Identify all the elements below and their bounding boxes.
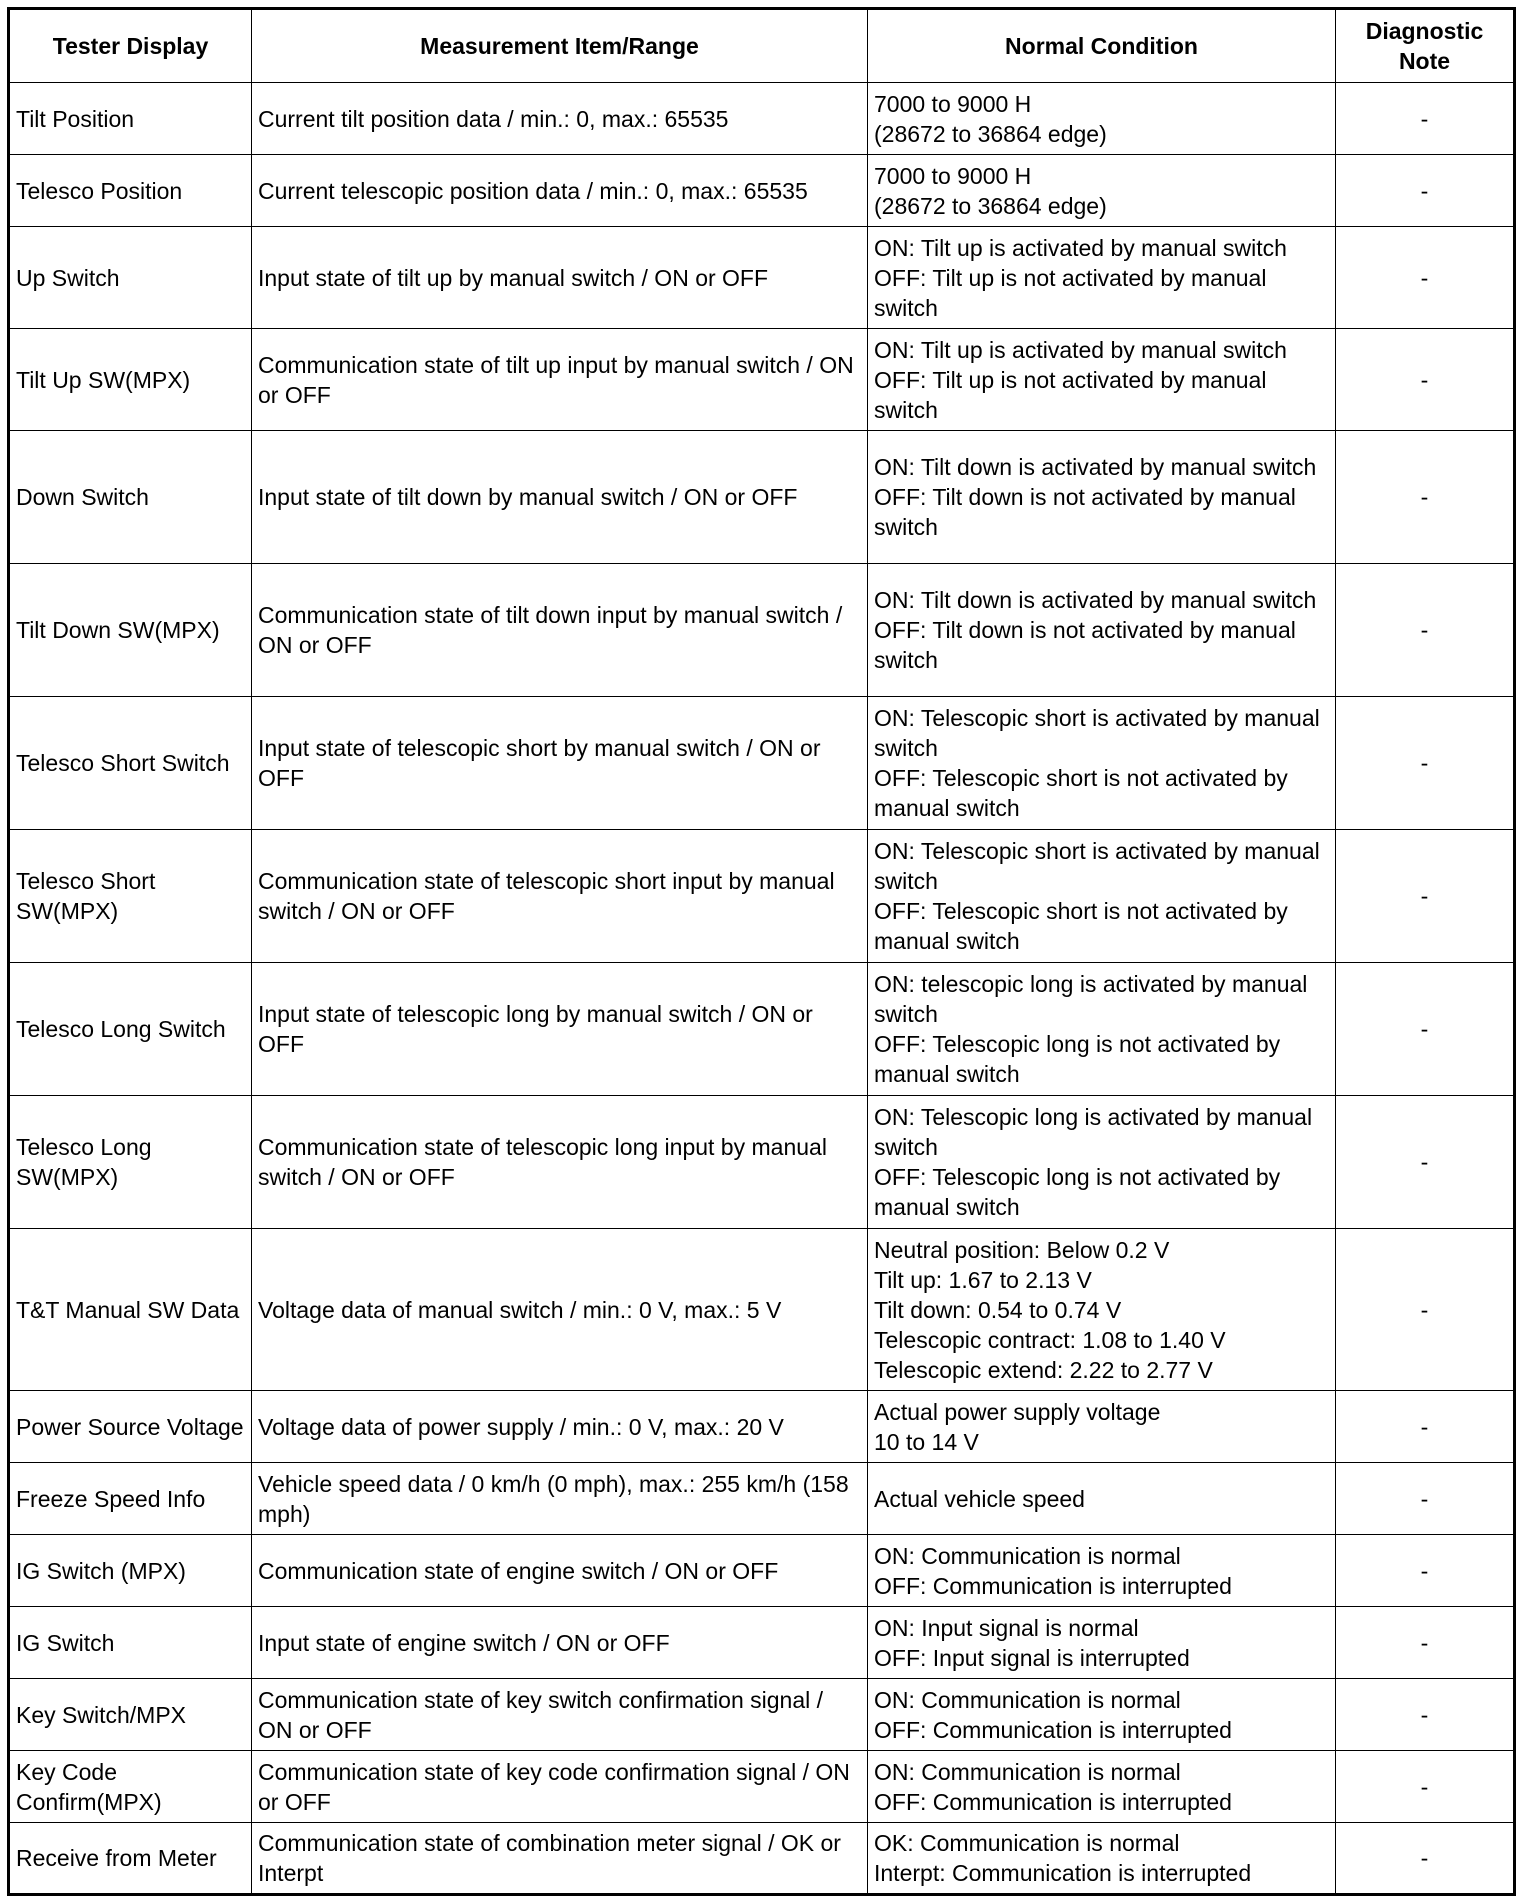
- table-row: [9, 1535, 1515, 1607]
- cell-normal-condition: ON: Tilt up is activated by manual switch OFF: Tilt up is not activated by manual switch: [868, 329, 1336, 431]
- cell-diagnostic-note: -: [1336, 1607, 1515, 1679]
- header-diagnostic-note: Diagnostic Note: [1336, 9, 1515, 83]
- cell-measurement: Current telescopic position data / min.: 0, max.: 65535: [252, 155, 868, 227]
- cell-normal-condition: ON: Tilt up is activated by manual switch OFF: Tilt up is not activated by manual switch: [868, 227, 1336, 329]
- cell-normal-condition: ON: Tilt down is activated by manual switch OFF: Tilt down is not activated by manual switch: [868, 431, 1336, 564]
- cell-normal-condition: ON: Tilt down is activated by manual switch OFF: Tilt down is not activated by manual switch: [868, 564, 1336, 697]
- cell-diagnostic-note: -: [1336, 1463, 1515, 1535]
- cell-diagnostic-note: -: [1336, 1535, 1515, 1607]
- table-row: [9, 1679, 1515, 1751]
- cell-normal-condition: Actual power supply voltage 10 to 14 V: [868, 1391, 1336, 1463]
- cell-measurement: Communication state of key code confirmation signal / ON or OFF: [252, 1751, 868, 1823]
- cell-tester-display: Telesco Short SW(MPX): [9, 830, 252, 963]
- table-row: [9, 1751, 1515, 1823]
- cell-normal-condition: 7000 to 9000 H (28672 to 36864 edge): [868, 155, 1336, 227]
- cell-diagnostic-note: -: [1336, 697, 1515, 830]
- cell-tester-display: Telesco Long SW(MPX): [9, 1096, 252, 1229]
- cell-tester-display: Telesco Short Switch: [9, 697, 252, 830]
- cell-measurement: Input state of tilt down by manual switch / ON or OFF: [252, 431, 868, 564]
- cell-measurement: Vehicle speed data / 0 km/h (0 mph), max.: 255 km/h (158 mph): [252, 1463, 868, 1535]
- cell-tester-display: Power Source Voltage: [9, 1391, 252, 1463]
- cell-measurement: Input state of telescopic long by manual switch / ON or OFF: [252, 963, 868, 1096]
- cell-diagnostic-note: -: [1336, 564, 1515, 697]
- cell-tester-display: Tilt Down SW(MPX): [9, 564, 252, 697]
- cell-normal-condition: ON: Communication is normal OFF: Communication is interrupted: [868, 1751, 1336, 1823]
- cell-diagnostic-note: -: [1336, 227, 1515, 329]
- cell-diagnostic-note: -: [1336, 1823, 1515, 1895]
- cell-tester-display: Tilt Up SW(MPX): [9, 329, 252, 431]
- cell-diagnostic-note: -: [1336, 329, 1515, 431]
- cell-normal-condition: ON: Telescopic long is activated by manual switch OFF: Telescopic long is not activated by manual switch: [868, 1096, 1336, 1229]
- cell-measurement: Voltage data of manual switch / min.: 0 V, max.: 5 V: [252, 1229, 868, 1391]
- cell-measurement: Communication state of tilt up input by manual switch / ON or OFF: [252, 329, 868, 431]
- cell-tester-display: Telesco Position: [9, 155, 252, 227]
- cell-diagnostic-note: -: [1336, 830, 1515, 963]
- table-row: [9, 963, 1515, 1096]
- header-normal-condition: Normal Condition: [868, 9, 1336, 83]
- cell-normal-condition: ON: Communication is normal OFF: Communication is interrupted: [868, 1679, 1336, 1751]
- cell-tester-display: IG Switch (MPX): [9, 1535, 252, 1607]
- table-row: [9, 830, 1515, 963]
- cell-diagnostic-note: -: [1336, 1096, 1515, 1229]
- header-measurement-item: Measurement Item/Range: [252, 9, 868, 83]
- cell-tester-display: Up Switch: [9, 227, 252, 329]
- table-row: [9, 697, 1515, 830]
- cell-diagnostic-note: -: [1336, 155, 1515, 227]
- cell-measurement: Communication state of telescopic long input by manual switch / ON or OFF: [252, 1096, 868, 1229]
- data-list-table: [7, 7, 1516, 1896]
- cell-diagnostic-note: -: [1336, 83, 1515, 155]
- cell-tester-display: Key Switch/MPX: [9, 1679, 252, 1751]
- cell-diagnostic-note: -: [1336, 1229, 1515, 1391]
- table-row: [9, 564, 1515, 697]
- cell-normal-condition: Neutral position: Below 0.2 V Tilt up: 1.67 to 2.13 V Tilt down: 0.54 to 0.74 V Telescopic contract: 1.08 to 1.40 V Telescopic extend: 2.22 to 2.77 V: [868, 1229, 1336, 1391]
- cell-measurement: Communication state of combination meter signal / OK or Interpt: [252, 1823, 868, 1895]
- cell-normal-condition: ON: telescopic long is activated by manual switch OFF: Telescopic long is not activated by manual switch: [868, 963, 1336, 1096]
- cell-measurement: Communication state of engine switch / ON or OFF: [252, 1535, 868, 1607]
- cell-measurement: Communication state of telescopic short input by manual switch / ON or OFF: [252, 830, 868, 963]
- cell-tester-display: IG Switch: [9, 1607, 252, 1679]
- cell-tester-display: Receive from Meter: [9, 1823, 252, 1895]
- cell-tester-display: T&T Manual SW Data: [9, 1229, 252, 1391]
- cell-normal-condition: Actual vehicle speed: [868, 1463, 1336, 1535]
- cell-measurement: Current tilt position data / min.: 0, max.: 65535: [252, 83, 868, 155]
- cell-normal-condition: 7000 to 9000 H (28672 to 36864 edge): [868, 83, 1336, 155]
- table-row: [9, 1463, 1515, 1535]
- table-row: [9, 329, 1515, 431]
- cell-normal-condition: OK: Communication is normal Interpt: Communication is interrupted: [868, 1823, 1336, 1895]
- cell-normal-condition: ON: Telescopic short is activated by manual switch OFF: Telescopic short is not activated by manual switch: [868, 697, 1336, 830]
- cell-measurement: Communication state of key switch confirmation signal / ON or OFF: [252, 1679, 868, 1751]
- table-row: [9, 155, 1515, 227]
- cell-tester-display: Down Switch: [9, 431, 252, 564]
- cell-normal-condition: ON: Telescopic short is activated by manual switch OFF: Telescopic short is not activated by manual switch: [868, 830, 1336, 963]
- table-row: [9, 1607, 1515, 1679]
- cell-diagnostic-note: -: [1336, 1391, 1515, 1463]
- cell-tester-display: Telesco Long Switch: [9, 963, 252, 1096]
- table-row: [9, 227, 1515, 329]
- cell-measurement: Input state of engine switch / ON or OFF: [252, 1607, 868, 1679]
- cell-diagnostic-note: -: [1336, 1679, 1515, 1751]
- cell-measurement: Input state of tilt up by manual switch / ON or OFF: [252, 227, 868, 329]
- table-row: [9, 1096, 1515, 1229]
- cell-diagnostic-note: -: [1336, 963, 1515, 1096]
- data-list-sheet: [7, 7, 1513, 1896]
- cell-measurement: Input state of telescopic short by manual switch / ON or OFF: [252, 697, 868, 830]
- cell-measurement: Voltage data of power supply / min.: 0 V, max.: 20 V: [252, 1391, 868, 1463]
- table-row: [9, 1229, 1515, 1391]
- header-row: [9, 9, 1515, 83]
- cell-tester-display: Tilt Position: [9, 83, 252, 155]
- cell-tester-display: Freeze Speed Info: [9, 1463, 252, 1535]
- table-row: [9, 83, 1515, 155]
- header-tester-display: Tester Display: [9, 9, 252, 83]
- table-row: [9, 1391, 1515, 1463]
- cell-normal-condition: ON: Communication is normal OFF: Communication is interrupted: [868, 1535, 1336, 1607]
- table-row: [9, 431, 1515, 564]
- cell-diagnostic-note: -: [1336, 1751, 1515, 1823]
- cell-tester-display: Key Code Confirm(MPX): [9, 1751, 252, 1823]
- table-row: [9, 1823, 1515, 1895]
- cell-normal-condition: ON: Input signal is normal OFF: Input signal is interrupted: [868, 1607, 1336, 1679]
- cell-diagnostic-note: -: [1336, 431, 1515, 564]
- cell-measurement: Communication state of tilt down input by manual switch / ON or OFF: [252, 564, 868, 697]
